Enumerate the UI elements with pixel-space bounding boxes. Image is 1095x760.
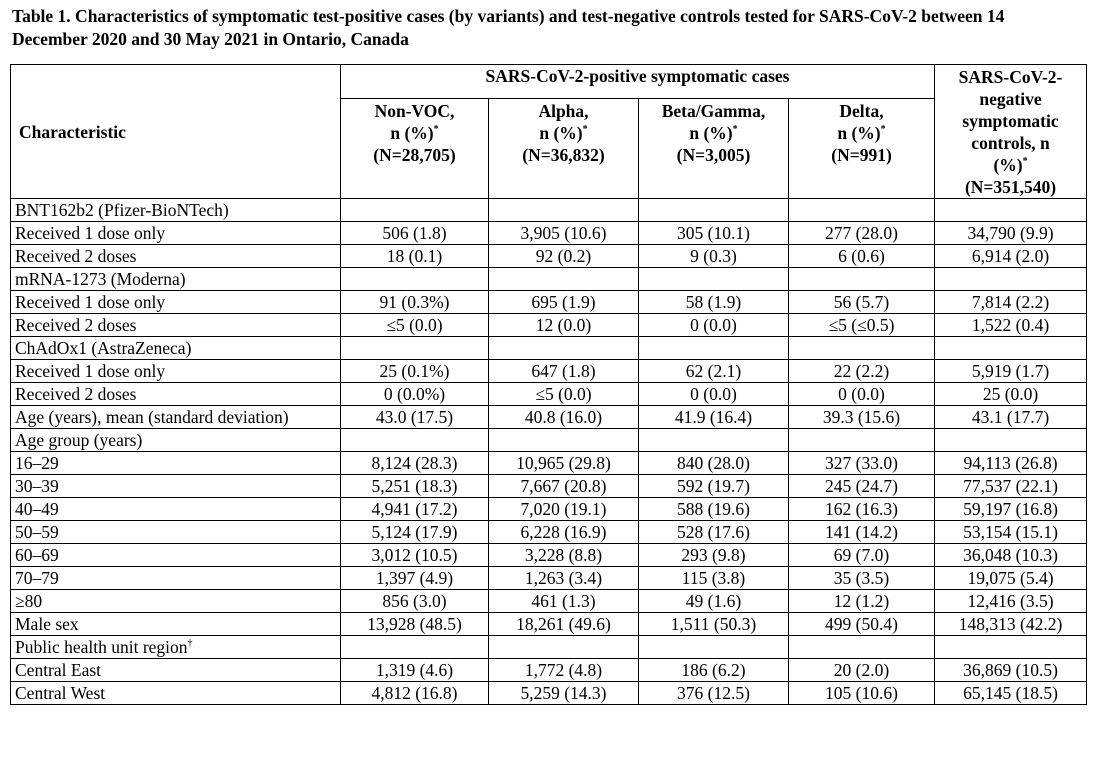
data-cell: 12 (1.2) (789, 590, 935, 613)
table-caption: Table 1. Characteristics of symptomatic test-positive cases (by variants) and test-negative controls tested for SARS-CoV-2 between 14 December 2020 and 30 May 2021 in Ontario, Canada (12, 6, 1005, 49)
data-cell: 3,905 (10.6) (489, 222, 639, 245)
row-label: Received 1 dose only (11, 360, 341, 383)
data-cell (639, 636, 789, 659)
data-cell: 19,075 (5.4) (935, 567, 1087, 590)
table-row (11, 268, 1087, 291)
data-cell: 25 (0.1%) (341, 360, 489, 383)
row-label: Received 1 dose only (11, 291, 341, 314)
row-label: Male sex (11, 613, 341, 636)
data-cell: 4,941 (17.2) (341, 498, 489, 521)
header-non-voc: Non-VOC, n (%)* (N=28,705) (341, 98, 489, 198)
data-cell: 18 (0.1) (341, 245, 489, 268)
data-cell: 588 (19.6) (639, 498, 789, 521)
data-cell: 5,259 (14.3) (489, 682, 639, 705)
data-cell: 105 (10.6) (789, 682, 935, 705)
data-cell: 305 (10.1) (639, 222, 789, 245)
data-cell (789, 429, 935, 452)
table-row (11, 567, 1087, 590)
data-cell (639, 199, 789, 222)
data-cell (935, 429, 1087, 452)
table-row (11, 659, 1087, 682)
row-label: Received 1 dose only (11, 222, 341, 245)
characteristics-table (10, 64, 1087, 705)
data-cell: 25 (0.0) (935, 383, 1087, 406)
row-label: Age (years), mean (standard deviation) (11, 406, 341, 429)
data-cell: 461 (1.3) (489, 590, 639, 613)
data-cell: 592 (19.7) (639, 475, 789, 498)
data-cell: 1,772 (4.8) (489, 659, 639, 682)
data-cell (639, 337, 789, 360)
header-negative-controls: SARS-CoV-2- negative symptomatic controls, n (%)* (N=351,540) (935, 65, 1087, 199)
data-cell: 506 (1.8) (341, 222, 489, 245)
data-cell: 5,124 (17.9) (341, 521, 489, 544)
data-cell: 7,667 (20.8) (489, 475, 639, 498)
table-row (11, 245, 1087, 268)
data-cell: 18,261 (49.6) (489, 613, 639, 636)
data-cell (789, 337, 935, 360)
data-cell (935, 337, 1087, 360)
data-cell (341, 199, 489, 222)
data-cell: 41.9 (16.4) (639, 406, 789, 429)
data-cell (341, 636, 489, 659)
data-cell (639, 429, 789, 452)
data-cell: 115 (3.8) (639, 567, 789, 590)
table-row (11, 406, 1087, 429)
table-row (11, 429, 1087, 452)
row-label: Received 2 doses (11, 383, 341, 406)
data-cell: 1,319 (4.6) (341, 659, 489, 682)
table-row (11, 291, 1087, 314)
data-cell: ≤5 (0.0) (341, 314, 489, 337)
data-cell: 36,869 (10.5) (935, 659, 1087, 682)
data-cell: 62 (2.1) (639, 360, 789, 383)
data-cell: 0 (0.0) (639, 383, 789, 406)
row-label: 16–29 (11, 452, 341, 475)
data-cell: 39.3 (15.6) (789, 406, 935, 429)
table-row (11, 613, 1087, 636)
row-label: ChAdOx1 (AstraZeneca) (11, 337, 341, 360)
data-cell: 1,397 (4.9) (341, 567, 489, 590)
data-cell: 840 (28.0) (639, 452, 789, 475)
data-cell: 40.8 (16.0) (489, 406, 639, 429)
data-cell (341, 429, 489, 452)
data-cell: 277 (28.0) (789, 222, 935, 245)
data-cell: 1,263 (3.4) (489, 567, 639, 590)
row-label: Received 2 doses (11, 245, 341, 268)
data-cell: 856 (3.0) (341, 590, 489, 613)
data-cell: 141 (14.2) (789, 521, 935, 544)
data-cell (489, 268, 639, 291)
row-label: 60–69 (11, 544, 341, 567)
row-label: Central West (11, 682, 341, 705)
data-cell: 20 (2.0) (789, 659, 935, 682)
data-cell: 91 (0.3%) (341, 291, 489, 314)
data-cell: 0 (0.0%) (341, 383, 489, 406)
data-cell: 10,965 (29.8) (489, 452, 639, 475)
row-label: Central East (11, 659, 341, 682)
table-row (11, 475, 1087, 498)
table-row (11, 590, 1087, 613)
table-row (11, 452, 1087, 475)
data-cell: 5,251 (18.3) (341, 475, 489, 498)
row-label: Age group (years) (11, 429, 341, 452)
header-positive-cases: SARS-CoV-2-positive symptomatic cases (341, 65, 935, 99)
row-label: Public health unit region† (11, 636, 341, 659)
header-characteristic: Characteristic (11, 65, 341, 199)
data-cell: 1,511 (50.3) (639, 613, 789, 636)
data-cell: 647 (1.8) (489, 360, 639, 383)
data-cell: 5,919 (1.7) (935, 360, 1087, 383)
data-cell (935, 636, 1087, 659)
data-cell: 499 (50.4) (789, 613, 935, 636)
data-cell: 43.0 (17.5) (341, 406, 489, 429)
header-delta: Delta, n (%)* (N=991) (789, 98, 935, 198)
data-cell: 6,914 (2.0) (935, 245, 1087, 268)
data-cell (789, 199, 935, 222)
data-cell (489, 199, 639, 222)
data-cell (935, 268, 1087, 291)
data-cell: 0 (0.0) (789, 383, 935, 406)
data-cell: 695 (1.9) (489, 291, 639, 314)
data-cell: 65,145 (18.5) (935, 682, 1087, 705)
data-cell: 376 (12.5) (639, 682, 789, 705)
data-cell: 58 (1.9) (639, 291, 789, 314)
data-cell: 53,154 (15.1) (935, 521, 1087, 544)
data-cell: 0 (0.0) (639, 314, 789, 337)
data-cell (489, 636, 639, 659)
data-cell: 36,048 (10.3) (935, 544, 1087, 567)
row-label: Received 2 doses (11, 314, 341, 337)
data-cell: 77,537 (22.1) (935, 475, 1087, 498)
data-cell: 13,928 (48.5) (341, 613, 489, 636)
data-cell: 22 (2.2) (789, 360, 935, 383)
data-cell: 12,416 (3.5) (935, 590, 1087, 613)
data-cell: 7,020 (19.1) (489, 498, 639, 521)
data-cell (789, 268, 935, 291)
header-row-group (11, 65, 1087, 99)
data-cell: 4,812 (16.8) (341, 682, 489, 705)
data-cell: 59,197 (16.8) (935, 498, 1087, 521)
header-beta-gamma: Beta/Gamma, n (%)* (N=3,005) (639, 98, 789, 198)
data-cell: 8,124 (28.3) (341, 452, 489, 475)
data-cell: 6,228 (16.9) (489, 521, 639, 544)
data-cell: 12 (0.0) (489, 314, 639, 337)
table-row (11, 498, 1087, 521)
data-cell (639, 268, 789, 291)
row-label: ≥80 (11, 590, 341, 613)
data-cell: 245 (24.7) (789, 475, 935, 498)
data-cell: 3,228 (8.8) (489, 544, 639, 567)
data-cell: ≤5 (≤0.5) (789, 314, 935, 337)
row-label: mRNA-1273 (Moderna) (11, 268, 341, 291)
data-cell: 49 (1.6) (639, 590, 789, 613)
row-label: 30–39 (11, 475, 341, 498)
table-row (11, 636, 1087, 659)
data-cell: 186 (6.2) (639, 659, 789, 682)
table-row (11, 314, 1087, 337)
table-row (11, 521, 1087, 544)
data-cell: 56 (5.7) (789, 291, 935, 314)
table-row (11, 544, 1087, 567)
table-row (11, 337, 1087, 360)
data-cell: 9 (0.3) (639, 245, 789, 268)
table-row (11, 360, 1087, 383)
data-cell: 43.1 (17.7) (935, 406, 1087, 429)
data-cell: 293 (9.8) (639, 544, 789, 567)
data-cell: 1,522 (0.4) (935, 314, 1087, 337)
data-cell (489, 337, 639, 360)
table-row (11, 682, 1087, 705)
data-cell: 162 (16.3) (789, 498, 935, 521)
row-label: 50–59 (11, 521, 341, 544)
header-alpha: Alpha, n (%)* (N=36,832) (489, 98, 639, 198)
table-row (11, 222, 1087, 245)
table-row (11, 199, 1087, 222)
data-cell: 528 (17.6) (639, 521, 789, 544)
data-cell: 92 (0.2) (489, 245, 639, 268)
data-cell: 94,113 (26.8) (935, 452, 1087, 475)
row-label: BNT162b2 (Pfizer-BioNTech) (11, 199, 341, 222)
table-row (11, 383, 1087, 406)
data-cell (341, 268, 489, 291)
data-cell: 3,012 (10.5) (341, 544, 489, 567)
data-cell (489, 429, 639, 452)
data-cell: 327 (33.0) (789, 452, 935, 475)
data-cell: 148,313 (42.2) (935, 613, 1087, 636)
data-cell: 6 (0.6) (789, 245, 935, 268)
data-cell: 7,814 (2.2) (935, 291, 1087, 314)
data-cell: 35 (3.5) (789, 567, 935, 590)
row-label: 70–79 (11, 567, 341, 590)
data-cell (935, 199, 1087, 222)
row-label: 40–49 (11, 498, 341, 521)
data-cell (341, 337, 489, 360)
data-cell: 34,790 (9.9) (935, 222, 1087, 245)
data-cell (789, 636, 935, 659)
data-cell: 69 (7.0) (789, 544, 935, 567)
data-cell: ≤5 (0.0) (489, 383, 639, 406)
